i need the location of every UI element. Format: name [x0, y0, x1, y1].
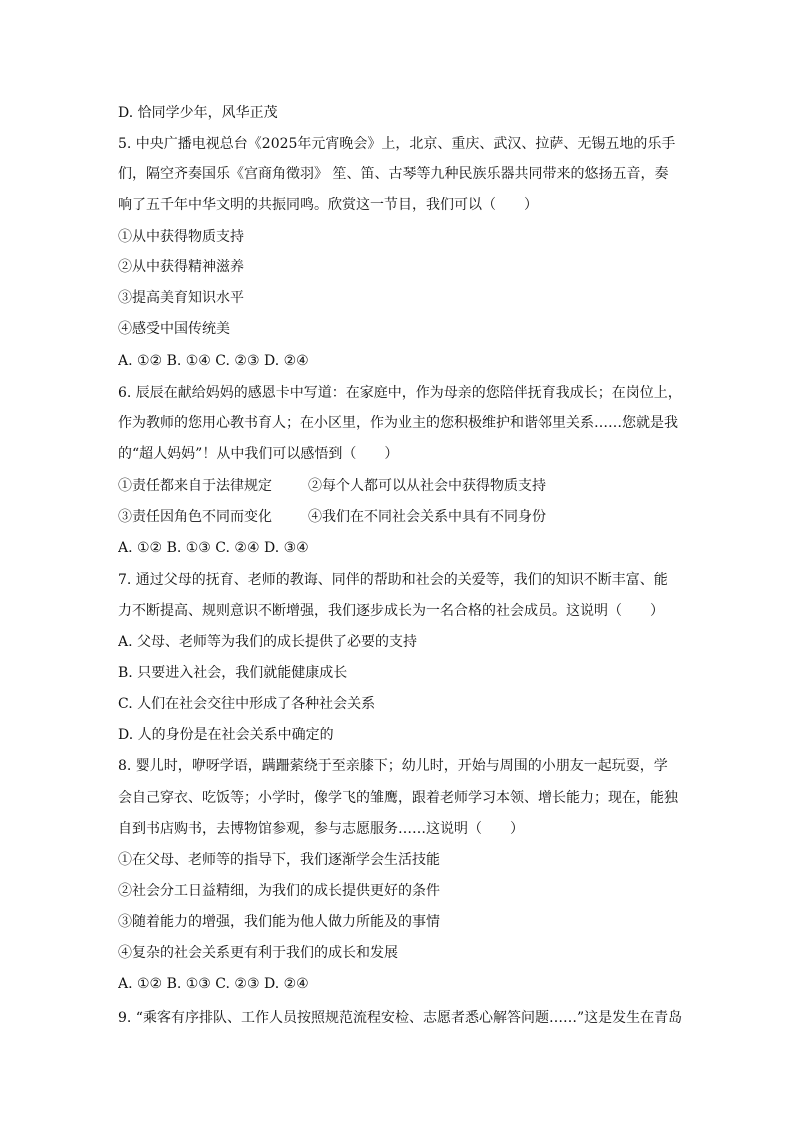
- q8-item-3: ③随着能力的增强，我们能为他人做力所能及的事情: [118, 914, 440, 930]
- q8-item-2: ②社会分工日益精细，为我们的成长提供更好的条件: [118, 883, 440, 899]
- q5-choices: A. ①② B. ①④ C. ②③ D. ②④: [118, 353, 309, 369]
- q6-item-3: ③责任因角色不同而变化: [118, 509, 272, 525]
- q7-option-b: B. 只要进入社会，我们就能健康成长: [118, 665, 348, 681]
- q6-item-4: ④我们在不同社会关系中具有不同身份: [308, 509, 546, 525]
- q9-stem-line-1: 9. “乘客有序排队、工作人员按照规范流程安检、志愿者悉心解答问题……”这是发生在青岛: [118, 1010, 683, 1026]
- q7-option-c: C. 人们在社会交往中形成了各种社会关系: [118, 696, 376, 712]
- q8-stem-line-3: 自到书店购书，去博物馆参观，参与志愿服务……这说明（ ）: [118, 821, 524, 837]
- q6-item-1: ①责任都来自于法律规定: [118, 478, 272, 494]
- q7-option-a: A. 父母、老师等为我们的成长提供了必要的支持: [118, 634, 418, 650]
- q5-item-3: ③提高美育知识水平: [118, 290, 244, 306]
- q5-item-2: ②从中获得精神滋养: [118, 259, 244, 275]
- q5-stem-line-2: 们，隔空齐奏国乐《宫商角徵羽》 笙、笛、古琴等九种民族乐器共同带来的悠扬五音，奏: [118, 166, 669, 182]
- q8-choices: A. ①② B. ①③ C. ②③ D. ②④: [118, 976, 309, 992]
- q5-item-4: ④感受中国传统美: [118, 321, 230, 337]
- q8-item-4: ④复杂的社会关系更有利于我们的成长和发展: [118, 945, 398, 961]
- q5-item-1: ①从中获得物质支持: [118, 229, 244, 245]
- q5-stem-line-1: 5. 中央广播电视总台《2025年元宵晚会》上，北京、重庆、武汉、拉萨、无锡五地的乐手: [118, 136, 676, 152]
- q5-stem-line-3: 响了五千年中华文明的共振同鸣。欣赏这一节目，我们可以（ ）: [118, 197, 538, 213]
- q8-stem-line-1: 8. 婴儿时，咿呀学语，蹒跚萦绕于至亲膝下；幼儿时，开始与周围的小朋友一起玩耍，学: [118, 758, 668, 774]
- q6-stem-line-3: 的“超人妈妈”！从中我们可以感悟到（ ）: [118, 446, 399, 462]
- q6-choices: A. ①② B. ①③ C. ②④ D. ③④: [118, 540, 309, 556]
- q6-items-row-2: [118, 507, 688, 527]
- q6-item-2: ②每个人都可以从社会中获得物质支持: [308, 478, 546, 494]
- q6-stem-line-1: 6. 辰辰在献给妈妈的感恩卡中写道：在家庭中，作为母亲的您陪伴抚育我成长；在岗位上，: [118, 385, 682, 401]
- q8-stem-line-2: 会自己穿衣、吃饭等；小学时，像学飞的雏鹰，跟着老师学习本领、增长能力；现在，能独: [118, 790, 678, 806]
- q6-stem-line-2: 作为教师的您用心教书育人；在小区里，作为业主的您积极维护和谐邻里关系……您就是我: [118, 415, 678, 431]
- q7-stem-line-2: 力不断提高、规则意识不断增强，我们逐步成长为一名合格的社会成员。这说明（ ）: [118, 603, 664, 619]
- q7-option-d: D. 人的身份是在社会关系中确定的: [118, 727, 334, 743]
- q6-items-row-1: [118, 476, 688, 496]
- q7-stem-line-1: 7. 通过父母的抚育、老师的教诲、同伴的帮助和社会的关爱等，我们的知识不断丰富、能: [118, 572, 668, 588]
- q8-item-1: ①在父母、老师等的指导下，我们逐渐学会生活技能: [118, 852, 440, 868]
- q4-option-d: D. 恰同学少年，风华正茂: [118, 105, 278, 121]
